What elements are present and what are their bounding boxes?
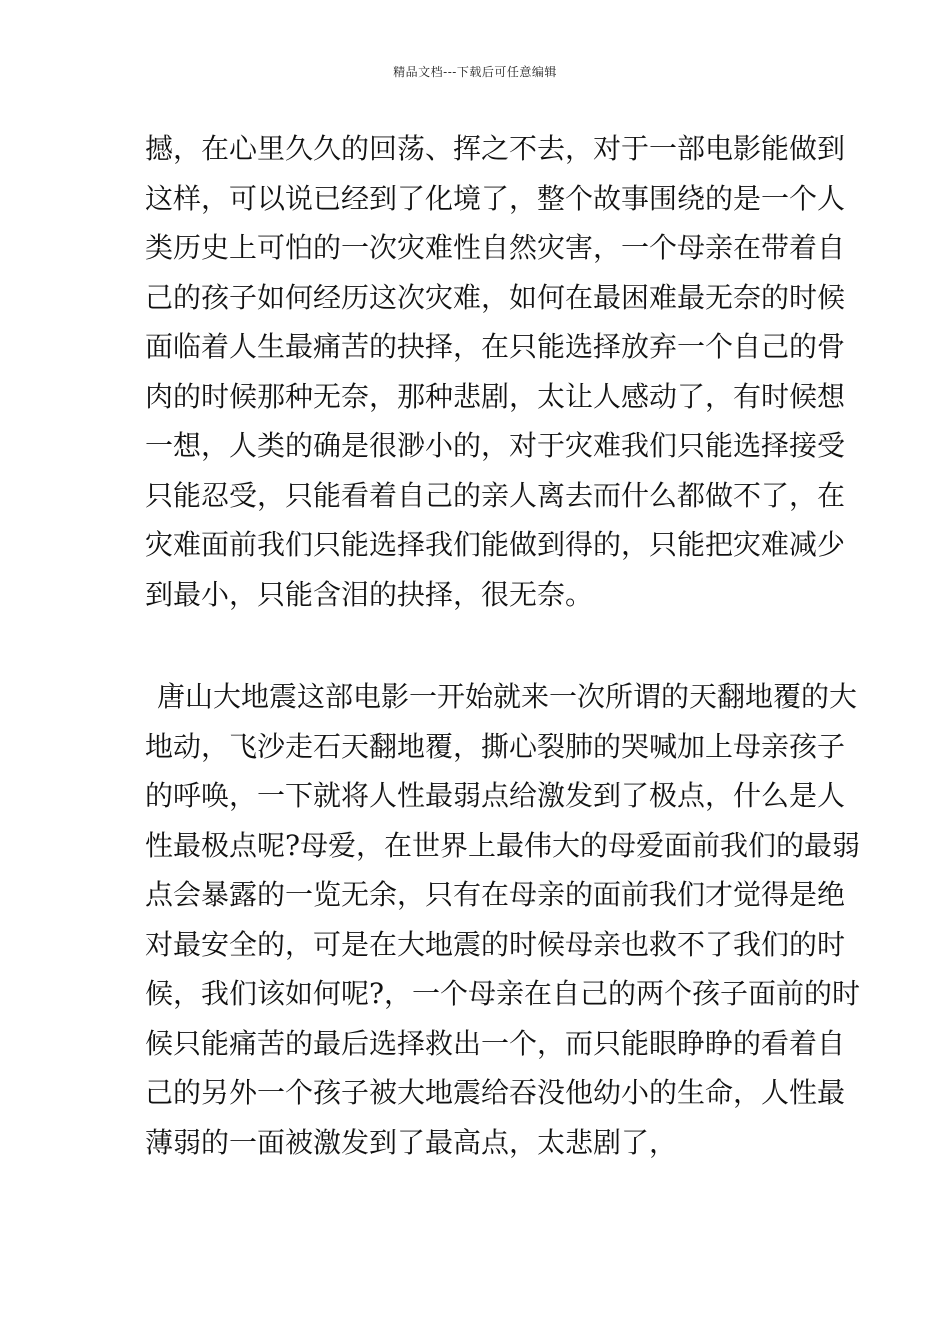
text-line: 己的孩子如何经历这次灾难，如何在最困难最无奈的时候: [145, 280, 846, 314]
paragraph-2: [145, 672, 861, 1167]
text-line: 地动，飞沙走石天翻地覆，撕心裂肺的哭喊加上母亲孩子: [145, 729, 846, 763]
page-header: 精品文档---下载后可任意编辑: [393, 65, 557, 79]
text-line: 候，我们该如何呢?，一个母亲在自己的两个孩子面前的时: [145, 977, 861, 1010]
text-line: 薄弱的一面被激发到了最高点，太悲剧了，: [145, 1125, 678, 1159]
text-line: 类历史上可怕的一次灾难性自然灾害，一个母亲在带着自: [145, 231, 846, 264]
text-line: 只能忍受，只能看着自己的亲人离去而什么都做不了，在: [145, 478, 846, 512]
text-line: 点会暴露的一览无余，只有在母亲的面前我们才觉得是绝: [145, 878, 846, 911]
paragraph-1: [145, 124, 846, 619]
text-line: 撼，在心里久久的回荡、挥之不去，对于一部电影能做到: [145, 132, 846, 165]
text-line: 候只能痛苦的最后选择救出一个，而只能眼睁睁的看着自: [145, 1026, 846, 1060]
text-line: 己的另外一个孩子被大地震给吞没他幼小的生命，人性最: [145, 1076, 846, 1109]
text-line: 对最安全的，可是在大地震的时候母亲也救不了我们的时: [145, 927, 846, 961]
text-line: 性最极点呢?母爱，在世界上最伟大的母爱面前我们的最弱: [145, 828, 861, 862]
text-line: 这样，可以说已经到了化境了，整个故事围绕的是一个人: [145, 181, 846, 215]
text-line: 肉的时候那种无奈，那种悲剧，太让人感动了，有时候想: [145, 379, 846, 413]
text-line: 一想，人类的确是很渺小的，对于灾难我们只能选择接受: [145, 429, 846, 462]
text-line: 的呼唤，一下就将人性最弱点给激发到了极点，什么是人: [145, 779, 846, 812]
text-line: 唐山大地震这部电影一开始就来一次所谓的天翻地覆的大: [157, 680, 858, 713]
text-line: 面临着人生最痛苦的抉择，在只能选择放弃一个自己的骨: [145, 330, 846, 363]
text-line: 到最小，只能含泪的抉择，很无奈。: [145, 577, 594, 611]
text-line: 灾难面前我们只能选择我们能做到得的，只能把灾难减少: [145, 528, 846, 561]
